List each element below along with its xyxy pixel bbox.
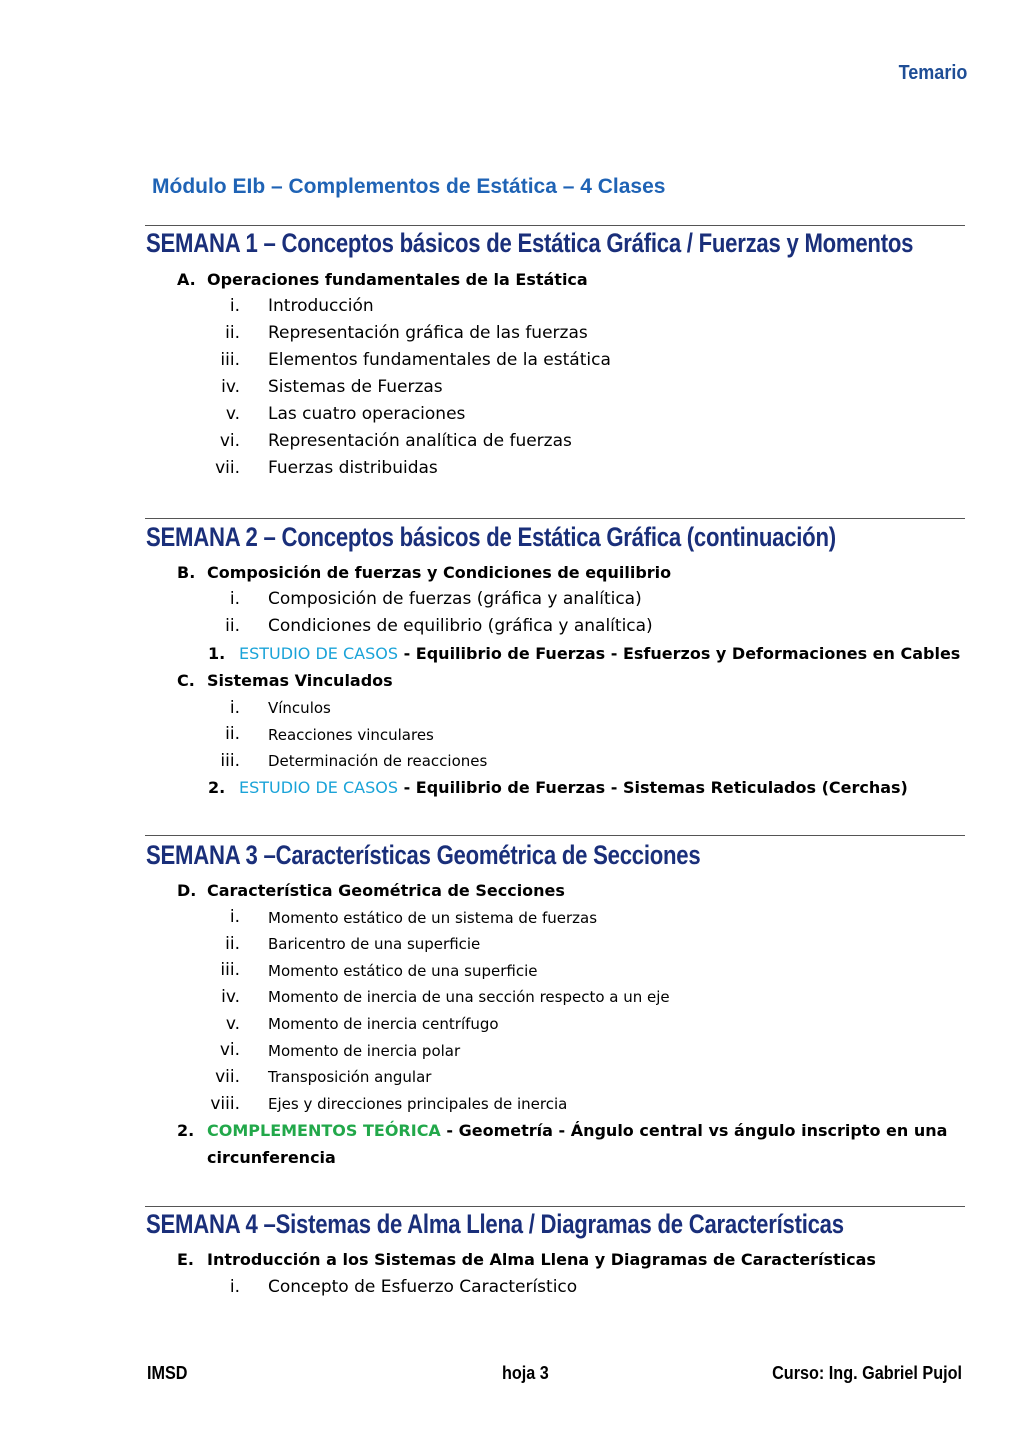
case-study-label: ESTUDIO DE CASOS (239, 644, 399, 663)
divider (145, 1206, 965, 1207)
list-item-number: i. (229, 296, 240, 316)
list-item: Reacciones vinculares (268, 726, 434, 744)
list-item-number: ii. (225, 616, 240, 636)
footer-page-number: hoja 3 (502, 1363, 549, 1383)
list-item: Fuerzas distribuidas (268, 458, 438, 478)
list-item-number: ii. (225, 724, 240, 744)
list-item: Introducción (268, 296, 374, 316)
week-1-title: SEMANA 1 – Conceptos básicos de Estática Gráfica / Fuerzas y Momentos (146, 228, 914, 258)
list-item-number: i. (229, 589, 240, 609)
section-title: Operaciones fundamentales de la Estática (207, 270, 588, 289)
divider (145, 835, 965, 836)
section-letter: D. (177, 881, 197, 900)
list-item: Momento de inercia polar (268, 1042, 461, 1060)
list-item: Momento estático de un sistema de fuerzas (268, 909, 598, 927)
section-title: Característica Geométrica de Secciones (207, 881, 565, 900)
case-study-label: COMPLEMENTOS TEÓRICA (207, 1121, 441, 1140)
week-3-title: SEMANA 3 –Características Geométrica de Secciones (146, 840, 701, 870)
list-item: Transposición angular (268, 1068, 432, 1086)
case-study-line (207, 1121, 947, 1140)
case-number: 1. (208, 644, 226, 663)
list-item-number: vii. (215, 1067, 240, 1087)
list-item: Las cuatro operaciones (268, 404, 466, 424)
list-item: Momento de inercia de una sección respecto a un eje (268, 988, 670, 1006)
section-title: Sistemas Vinculados (207, 671, 393, 690)
case-study-text-continued: circunferencia (207, 1148, 336, 1167)
list-item-number: iii. (220, 350, 240, 370)
list-item-number: ii. (225, 323, 240, 343)
list-item: Composición de fuerzas (gráfica y analítica) (268, 589, 642, 609)
list-item-number: vi. (219, 1040, 240, 1060)
section-letter: C. (177, 671, 195, 690)
footer-institution: IMSD (147, 1363, 188, 1383)
list-item: Determinación de reacciones (268, 752, 488, 770)
list-item: Condiciones de equilibrio (gráfica y analítica) (268, 616, 653, 636)
list-item: Vínculos (268, 699, 331, 717)
divider (145, 518, 965, 519)
list-item: Ejes y direcciones principales de inercia (268, 1095, 568, 1113)
footer-course: Curso: Ing. Gabriel Pujol (772, 1363, 962, 1383)
week-4-title: SEMANA 4 –Sistemas de Alma Llena / Diagramas de Características (146, 1209, 844, 1239)
list-item-number: v. (225, 1014, 240, 1034)
section-title: Composición de fuerzas y Condiciones de equilibrio (207, 563, 672, 582)
list-item-number: vii. (215, 458, 240, 478)
list-item: Sistemas de Fuerzas (268, 377, 443, 397)
case-study-text: - Equilibrio de Fuerzas - Sistemas Reticulados (Cerchas) (398, 778, 908, 797)
case-number: 2. (177, 1121, 195, 1140)
case-study-text: - Equilibrio de Fuerzas - Esfuerzos y Deformaciones en Cables (398, 644, 961, 663)
case-study-label: ESTUDIO DE CASOS (239, 778, 399, 797)
section-title: Introducción a los Sistemas de Alma Llena y Diagramas de Características (207, 1250, 876, 1269)
list-item-number: iii. (220, 960, 240, 980)
case-study-text: - Geometría - Ángulo central vs ángulo inscripto en una (440, 1121, 948, 1140)
list-item-number: i. (229, 1277, 240, 1297)
list-item: Baricentro de una superficie (268, 935, 481, 953)
list-item-number: i. (229, 698, 240, 718)
case-study-line (239, 778, 908, 797)
module-title: Módulo EIb – Complementos de Estática – 4 Clases (152, 175, 666, 198)
list-item: Momento de inercia centrífugo (268, 1015, 499, 1033)
list-item: Concepto de Esfuerzo Característico (268, 1277, 578, 1297)
list-item-number: ii. (225, 934, 240, 954)
list-item-number: vi. (219, 431, 240, 451)
list-item-number: viii. (210, 1094, 240, 1114)
list-item: Momento estático de una superficie (268, 962, 538, 980)
list-item-number: i. (229, 907, 240, 927)
list-item: Representación gráfica de las fuerzas (268, 323, 588, 343)
section-letter: E. (177, 1250, 195, 1269)
list-item-number: v. (225, 404, 240, 424)
list-item-number: iv. (221, 987, 240, 1007)
case-number: 2. (208, 778, 226, 797)
case-study-line (239, 644, 960, 663)
list-item-number: iv. (221, 377, 240, 397)
list-item: Elementos fundamentales de la estática (268, 350, 611, 370)
list-item-number: iii. (220, 751, 240, 771)
divider (145, 225, 965, 226)
section-letter: B. (177, 563, 196, 582)
section-letter: A. (177, 270, 196, 289)
list-item: Representación analítica de fuerzas (268, 431, 572, 451)
week-2-title: SEMANA 2 – Conceptos básicos de Estática Gráfica (continuación) (146, 522, 836, 552)
header-section-label: Temario (898, 62, 967, 84)
